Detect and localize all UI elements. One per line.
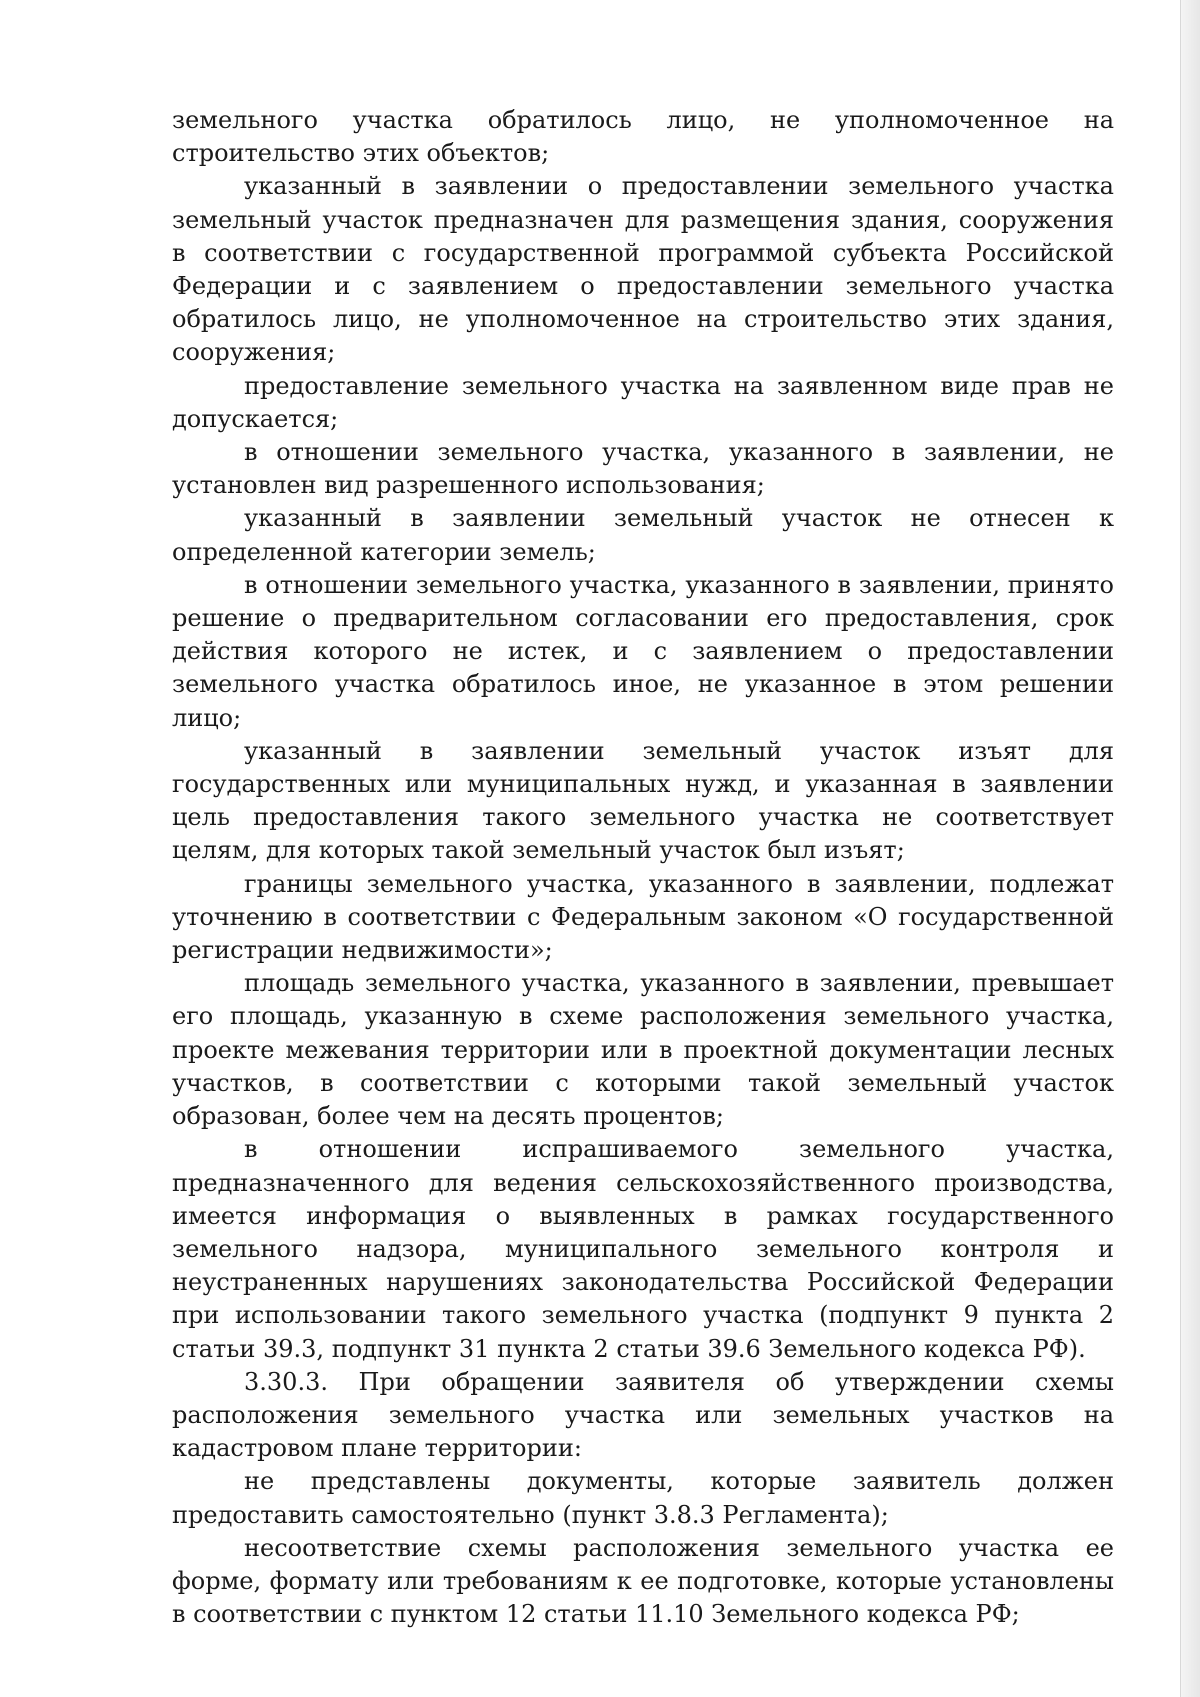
- paragraph-agricultural-violations: в отношении испрашиваемого земельного участка, предназначенного для ведения сельскохозяйственного производства, имеется информация о выявленных в рамках государственного земельного надзора, муниципального земельного контроля и неустраненных нарушениях законодательства Российской Федерации при использовании такого земельного участка (подпункт 9 пункта 2 статьи 39.3, подпункт 31 пункта 2 статьи 39.6 Земельного кодекса РФ).: [172, 1135, 1114, 1363]
- paragraph-land-category: указанный в заявлении земельный участок не отнесен к определенной категории земель;: [172, 504, 1114, 566]
- paragraph-permitted-use: в отношении земельного участка, указанного в заявлении, не установлен вид разрешенного использования;: [172, 438, 1114, 500]
- paragraph-seized-land: указанный в заявлении земельный участок изъят для государственных или муниципальных нужд, и указанная в заявлении цель предоставления такого земельного участка не соответствует целям, для которых такой земельный участок был изъят;: [172, 736, 1114, 865]
- paragraph-building-program: указанный в заявлении о предоставлении земельного участка земельный участок предназначен для размещения здания, сооружения в соответствии с государственной программой субъекта Российской Федерации и с заявлением о предоставлении земельного участка обратилось лицо, не уполномоченное на строительство этих здания, сооружения;: [172, 172, 1114, 367]
- paragraph-boundaries: границы земельного участка, указанного в заявлении, подлежат уточнению в соответствии с Федеральным законом «О государственной регистрации недвижимости»;: [172, 869, 1114, 965]
- paragraph-rights-type: предоставление земельного участка на заявленном виде прав не допускается;: [172, 371, 1114, 433]
- paragraph-section-3-30-3: 3.30.3. При обращении заявителя об утверждении схемы расположения земельного участка или земельных участков на кадастровом плане территории:: [172, 1367, 1114, 1463]
- page-edge-shadow: [1180, 0, 1200, 1697]
- paragraph-scheme-mismatch: несоответствие схемы расположения земельного участка ее форме, формату или требованиям к ее подготовке, которые установлены в соответствии с пунктом 12 статьи 11.10 Земельного кодекса РФ;: [172, 1533, 1114, 1629]
- paragraph-area-excess: площадь земельного участка, указанного в заявлении, превышает его площадь, указанную в схеме расположения земельного участка, проекте межевания территории или в проектной документации лесных участков, в соответствии с которыми такой земельный участок образован, более чем на десять процентов;: [172, 969, 1114, 1131]
- paragraph-preliminary-approval: в отношении земельного участка, указанного в заявлении, принято решение о предварительном согласовании его предоставления, срок действия которого не истек, и с заявлением о предоставлении земельного участка обратилось иное, не указанное в этом решении лицо;: [172, 570, 1114, 732]
- document-body: [172, 104, 1114, 1631]
- paragraph-missing-documents: не представлены документы, которые заявитель должен предоставить самостоятельно (пункт 3.8.3 Регламента);: [172, 1467, 1114, 1529]
- paragraph-continuation: земельного участка обратилось лицо, не уполномоченное на строительство этих объектов;: [172, 106, 1114, 168]
